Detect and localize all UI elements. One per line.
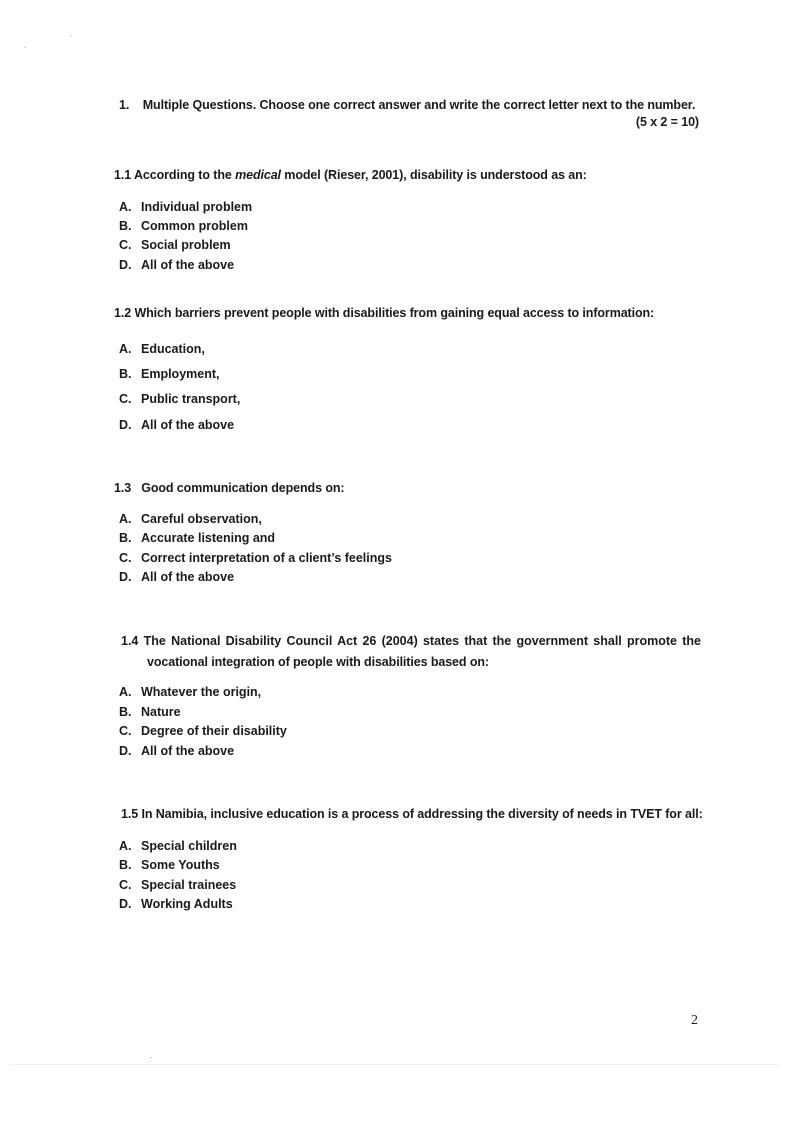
option-1-2-a — [119, 342, 205, 356]
option-text: Nature — [141, 705, 181, 719]
option-letter: A. — [119, 342, 132, 356]
question-1-3-stem — [114, 481, 344, 495]
scan-edge-line — [10, 1064, 780, 1065]
option-letter: C. — [119, 238, 132, 252]
option-text: Correct interpretation of a client’s feelings — [141, 551, 392, 565]
option-1-5-d — [119, 897, 233, 911]
question-1-2-stem — [114, 306, 654, 320]
option-letter: D. — [119, 570, 132, 584]
option-text: Accurate listening and — [141, 531, 276, 545]
question-number: 1.1 — [114, 168, 132, 182]
option-letter: A. — [119, 200, 132, 214]
option-letter: B. — [119, 705, 132, 719]
option-letter: C. — [119, 724, 132, 738]
option-text: Common problem — [141, 219, 248, 233]
option-letter: D. — [119, 897, 132, 911]
option-1-2-c — [119, 392, 240, 406]
option-1-2-d — [119, 418, 234, 432]
option-text: Working Adults — [141, 897, 233, 911]
marks-allocation: (5 x 2 = 10) — [635, 115, 699, 129]
option-1-3-a — [119, 512, 262, 526]
option-text: All of the above — [141, 570, 235, 584]
option-text: Public transport, — [141, 392, 241, 406]
question-number: 1.3 — [114, 481, 132, 495]
option-letter: C. — [119, 878, 132, 892]
option-1-1-c — [119, 238, 231, 252]
instruction-number: 1. — [119, 98, 130, 112]
question-1-1-stem — [114, 168, 587, 182]
option-text: Special children — [141, 839, 237, 853]
option-1-5-a — [119, 839, 237, 853]
question-number: 1.4 — [121, 634, 139, 648]
question-1-4-stem-line1 — [121, 634, 701, 648]
question-number: 1.5 — [121, 807, 139, 821]
option-text: Whatever the origin, — [141, 685, 262, 699]
option-text: Some Youths — [141, 858, 220, 872]
option-1-5-b — [119, 858, 220, 872]
option-text: Education, — [141, 342, 205, 356]
option-1-4-c — [119, 724, 287, 738]
option-1-5-c — [119, 878, 236, 892]
option-1-3-c — [119, 551, 392, 565]
option-letter: B. — [119, 367, 132, 381]
option-letter: A. — [119, 512, 132, 526]
option-letter: B. — [119, 858, 132, 872]
option-text: Social problem — [141, 238, 231, 252]
option-letter: A. — [119, 685, 132, 699]
question-text: According to the — [134, 168, 236, 182]
scan-speck — [150, 1057, 152, 1058]
question-text: model (Rieser, 2001), disability is understood as an: — [280, 168, 587, 182]
question-1-4-stem-line2: vocational integration of people with disabilities based on: — [147, 655, 489, 669]
question-number: 1.2 — [114, 306, 132, 320]
question-1-5-stem — [121, 807, 703, 821]
option-letter: B. — [119, 531, 132, 545]
instruction-text: Multiple Questions. Choose one correct answer and write the correct letter next to the number. — [142, 98, 696, 112]
option-1-3-b — [119, 531, 275, 545]
instruction-line — [119, 98, 695, 112]
option-text: Special trainees — [141, 878, 237, 892]
option-1-1-b — [119, 219, 248, 233]
option-1-3-d — [119, 570, 234, 584]
option-text: All of the above — [141, 258, 235, 272]
option-1-4-d — [119, 744, 234, 758]
option-letter: D. — [119, 258, 132, 272]
question-text: The National Disability Council Act 26 (2004) states that the government shall promote the — [143, 634, 701, 648]
option-letter: B. — [119, 219, 132, 233]
option-text: All of the above — [141, 418, 235, 432]
option-letter: D. — [119, 418, 132, 432]
option-1-1-d — [119, 258, 234, 272]
option-letter: C. — [119, 392, 132, 406]
scan-speck — [70, 35, 72, 36]
option-1-1-a — [119, 200, 252, 214]
option-1-4-b — [119, 705, 181, 719]
option-letter: C. — [119, 551, 132, 565]
option-letter: D. — [119, 744, 132, 758]
question-text: Good communication depends on: — [141, 481, 345, 495]
option-text: Degree of their disability — [141, 724, 287, 738]
scan-speck — [24, 47, 26, 48]
option-1-4-a — [119, 685, 261, 699]
page-number: 2 — [691, 1013, 698, 1028]
option-text: Employment, — [141, 367, 220, 381]
option-text: All of the above — [141, 744, 235, 758]
option-text: Careful observation, — [141, 512, 262, 526]
option-1-2-b — [119, 367, 220, 381]
question-text: Which barriers prevent people with disabilities from gaining equal access to information: — [134, 306, 655, 320]
question-text-italic: medical — [235, 168, 281, 182]
option-letter: A. — [119, 839, 132, 853]
option-text: Individual problem — [141, 200, 253, 214]
question-text: In Namibia, inclusive education is a process of addressing the diversity of needs in TVET for all: — [141, 807, 703, 821]
